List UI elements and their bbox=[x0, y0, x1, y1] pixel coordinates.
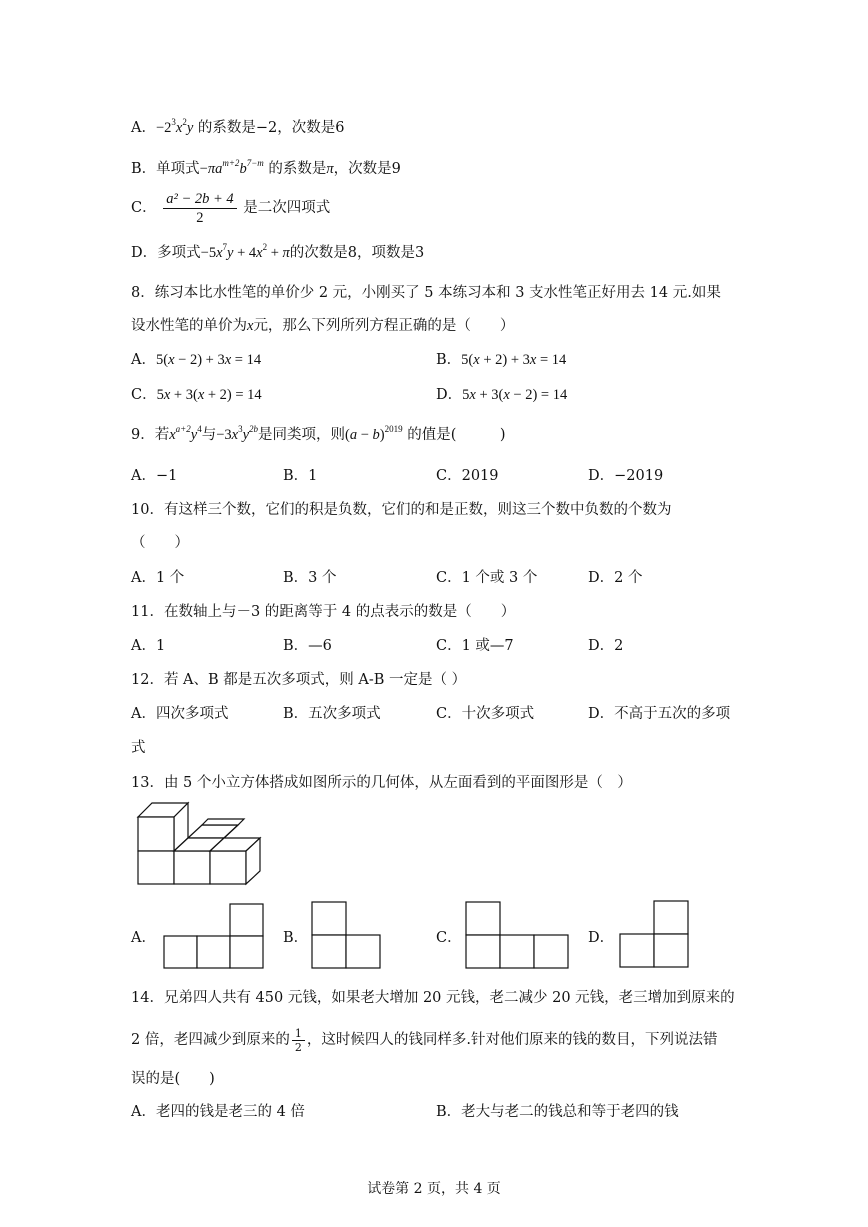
q14-option-a: A．老四的钱是老三的 4 倍 bbox=[131, 1104, 305, 1120]
q7-option-a bbox=[131, 118, 345, 138]
option-label: A． bbox=[131, 352, 156, 368]
q10-stem-line1: 10．有这样三个数，它们的积是负数，它们的和是正数，则这三个数中负数的个数为 bbox=[131, 502, 672, 518]
q7-option-b bbox=[131, 159, 401, 179]
q13-stem: 13．由 5 个小立方体搭成如图所示的几何体，从左面看到的平面图形是（ ） bbox=[131, 775, 632, 791]
q7-option-c bbox=[131, 188, 330, 228]
text: 2 倍，老四减少到原来的 bbox=[131, 1032, 290, 1048]
value: 6 bbox=[335, 120, 345, 136]
math-expr: $x^{a+2}y^4$ bbox=[169, 424, 202, 443]
q11-option-d: D．2 bbox=[588, 638, 624, 654]
text: 的系数是 bbox=[268, 161, 327, 177]
q8-option-c bbox=[131, 385, 262, 405]
q8-option-b bbox=[436, 350, 566, 370]
text: 的值是( ) bbox=[407, 427, 506, 443]
q12-option-d-wrap: 式 bbox=[131, 740, 146, 756]
option-label: D． bbox=[436, 387, 463, 403]
fraction bbox=[163, 190, 236, 227]
q10-option-b: B．3 个 bbox=[283, 570, 337, 586]
option-label: C． bbox=[131, 200, 157, 216]
option-label: D．多项式 bbox=[131, 245, 201, 261]
cube-top-face bbox=[202, 819, 244, 825]
q9-option-d: D．−2019 bbox=[588, 468, 664, 484]
text: 是同类项，则 bbox=[258, 427, 345, 443]
math-expr: 5x + 3(x + 2) = 14 bbox=[156, 387, 262, 403]
text: 9．若 bbox=[131, 427, 170, 443]
text: 的系数是 bbox=[197, 120, 256, 136]
q13-option-c-figure bbox=[466, 902, 572, 970]
value: π bbox=[326, 161, 334, 177]
numerator: 1 bbox=[292, 1027, 305, 1041]
value: 9 bbox=[391, 161, 401, 177]
math-expr: $(a - b)^{2019}$ bbox=[345, 424, 403, 443]
value: 8 bbox=[347, 245, 358, 261]
q13-option-a-label: A． bbox=[131, 930, 156, 946]
q8-stem-line2 bbox=[131, 316, 514, 336]
fraction bbox=[292, 1027, 305, 1054]
cube-front-face bbox=[138, 817, 174, 851]
text: ，次数是 bbox=[333, 161, 392, 177]
q14-stem-line3: 误的是( ) bbox=[131, 1071, 215, 1087]
text: ，这时候四人的钱同样多.针对他们原来的钱的数目，下列说法错 bbox=[306, 1032, 718, 1048]
q9-option-c: C．2019 bbox=[436, 468, 499, 484]
math-expr: 5(x − 2) + 3x = 14 bbox=[155, 352, 262, 368]
q14-stem-line2 bbox=[131, 1020, 717, 1060]
q10-stem-line2: （ ） bbox=[131, 535, 189, 551]
value: −2 bbox=[255, 120, 278, 136]
text: 与 bbox=[201, 427, 217, 443]
value: 3 bbox=[415, 245, 425, 261]
math-expr: $-2^3x^2y$ bbox=[155, 117, 194, 136]
option-label: B． bbox=[436, 352, 462, 368]
text: ，次数是 bbox=[277, 120, 336, 136]
cube-front-face bbox=[210, 851, 246, 884]
variable: x bbox=[247, 318, 254, 334]
math-expr: 5x + 3(x − 2) = 14 bbox=[462, 387, 568, 403]
q11-option-c: C．1 或—7 bbox=[436, 638, 514, 654]
text: 设水性笔的单价为 bbox=[131, 318, 247, 334]
text: ，项数是 bbox=[357, 245, 416, 261]
text: 的次数是 bbox=[289, 245, 348, 261]
cube-front-face bbox=[174, 851, 210, 884]
q12-option-a: A．四次多项式 bbox=[131, 706, 229, 722]
math-expr: $-5x^7y + 4x^2 + \pi$ bbox=[200, 242, 290, 261]
q12-option-c: C．十次多项式 bbox=[436, 706, 535, 722]
option-label: B．单项式 bbox=[131, 161, 200, 177]
denominator: 2 bbox=[294, 1040, 302, 1054]
text: 是二次四项式 bbox=[243, 200, 331, 216]
cube-solid-figure bbox=[138, 803, 262, 885]
math-expr: $-3x^3y^{2b}$ bbox=[216, 424, 258, 443]
q10-option-a: A．1 个 bbox=[131, 570, 185, 586]
q10-option-c: C．1 个或 3 个 bbox=[436, 570, 538, 586]
q13-option-b-label: B． bbox=[283, 930, 309, 946]
q13-option-d-figure bbox=[620, 901, 692, 969]
q12-stem: 12．若 A、B 都是五次多项式，则 A-B 一定是（ ） bbox=[131, 672, 467, 688]
option-label: C． bbox=[131, 387, 157, 403]
q7-option-d bbox=[131, 243, 424, 263]
math-expr: 5(x + 2) + 3x = 14 bbox=[461, 352, 567, 368]
q14-stem-line1: 14．兄弟四人共有 450 元钱，如果老大增加 20 元钱，老二减少 20 元钱，老三增加到原来的 bbox=[131, 990, 735, 1006]
q9-option-a: A．−1 bbox=[131, 468, 178, 484]
q13-option-c-label: C． bbox=[436, 930, 462, 946]
q13-option-a-figure bbox=[164, 904, 266, 970]
q12-option-b: B．五次多项式 bbox=[283, 706, 381, 722]
cube-front-face bbox=[138, 851, 174, 884]
q9-stem bbox=[131, 425, 506, 445]
denominator: 2 bbox=[196, 209, 204, 226]
q11-option-a: A．1 bbox=[131, 638, 166, 654]
q11-option-b: B．—6 bbox=[283, 638, 332, 654]
q14-option-b: B．老大与老二的钱总和等于老四的钱 bbox=[436, 1104, 679, 1120]
q9-option-b: B．1 bbox=[283, 468, 318, 484]
q11-stem: 11．在数轴上与－3 的距离等于 4 的点表示的数是（ ） bbox=[131, 604, 516, 620]
option-label: A． bbox=[131, 120, 156, 136]
q13-option-d-label: D． bbox=[588, 930, 615, 946]
q12-option-d: D．不高于五次的多项 bbox=[588, 706, 731, 722]
q8-stem-line1: 8．练习本比水性笔的单价少 2 元，小刚买了 5 本练习本和 3 支水性笔正好用去 14 元.如果 bbox=[131, 285, 721, 301]
q8-option-d bbox=[436, 385, 567, 405]
q8-option-a bbox=[131, 350, 261, 370]
math-expr: $-\pi a^{m+2}b^{7-m}$ bbox=[199, 158, 264, 177]
numerator: a² − 2b + 4 bbox=[163, 190, 236, 209]
q13-option-b-figure bbox=[312, 902, 384, 970]
text: 元，那么下列所列方程正确的是（ ） bbox=[253, 318, 515, 334]
page-footer: 试卷第 2 页，共 4 页 bbox=[367, 1181, 501, 1197]
q10-option-d: D．2 个 bbox=[588, 570, 643, 586]
